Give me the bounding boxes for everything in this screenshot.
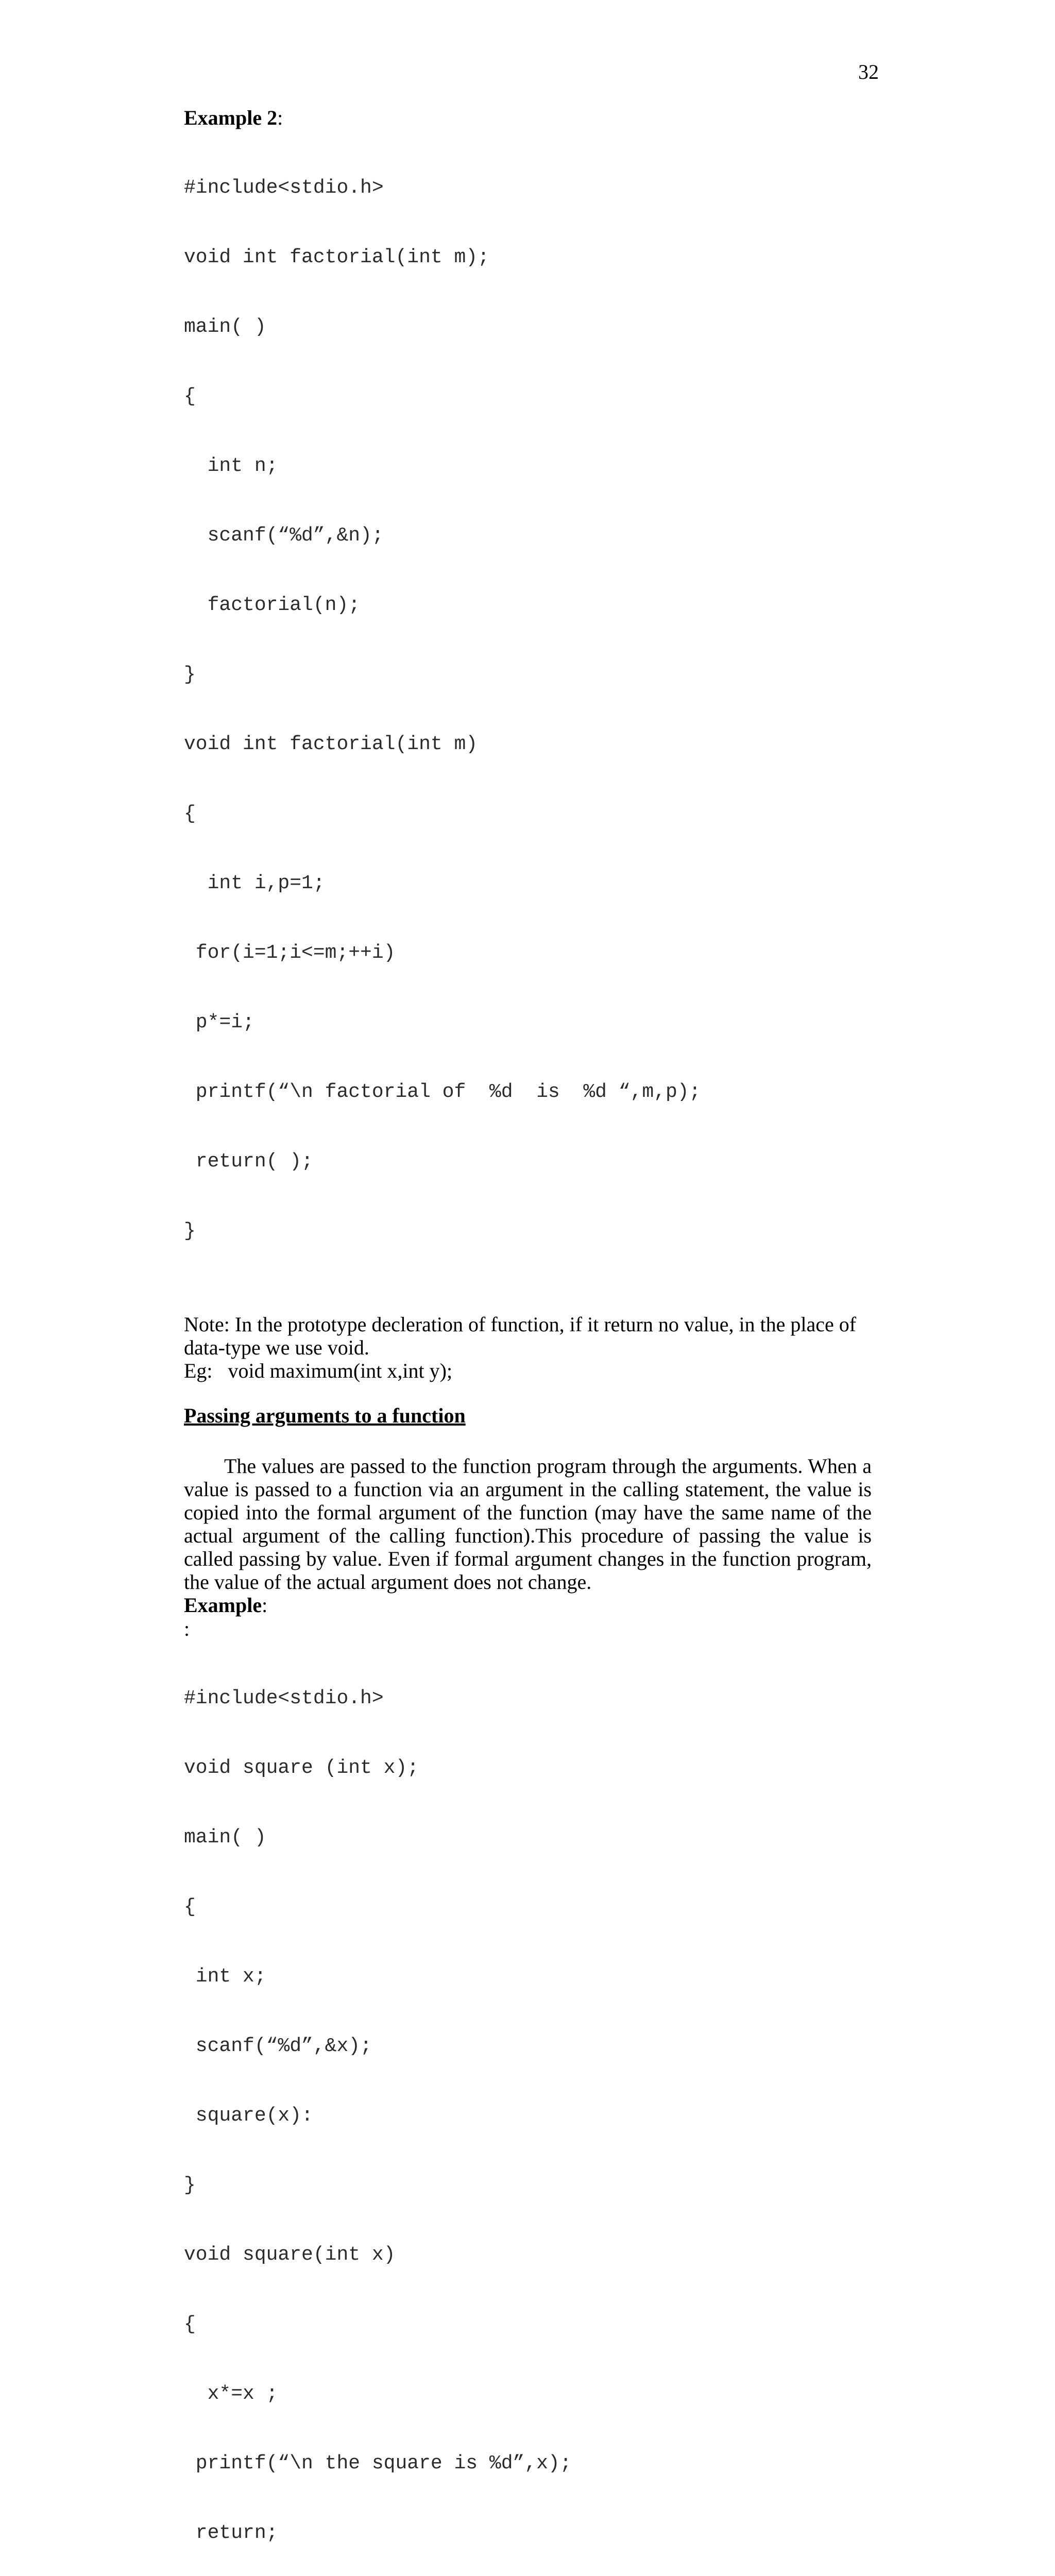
code-line: return; [184, 2522, 278, 2544]
code-line: scanf(“%d”,&n); [184, 524, 384, 547]
code-line: void square(int x) [184, 2244, 396, 2266]
code-line: printf(“\n factorial of %d is %d “,m,p); [184, 1081, 701, 1103]
code-line: factorial(n); [184, 594, 361, 616]
code-line: p*=i; [184, 1011, 254, 1033]
page-content [184, 106, 872, 2576]
code-line: void int factorial(int m) [184, 733, 478, 755]
code-line: } [184, 2174, 196, 2196]
code-line: main( ) [184, 316, 266, 338]
code-line: x*=x ; [184, 2383, 278, 2405]
note-line-2: data-type we use void. [184, 1336, 369, 1359]
example2-heading [184, 106, 872, 130]
example-code-block [184, 1640, 872, 2576]
code-line: int n; [184, 455, 278, 477]
code-line: square(x): [184, 2105, 313, 2127]
example2-heading-colon: : [277, 106, 283, 129]
example-heading-colon: : [262, 1594, 268, 1617]
note-example-line: Eg: void maximum(int x,int y); [184, 1359, 453, 1382]
code-line: return( ); [184, 1150, 313, 1173]
example-heading-text: Example [184, 1594, 262, 1617]
code-line: printf(“\n the square is %d”,x); [184, 2452, 572, 2475]
code-line: scanf(“%d”,&x); [184, 2035, 372, 2057]
code-line: int x; [184, 1965, 266, 1988]
code-line: void square (int x); [184, 1757, 419, 1779]
example2-heading-text: Example 2 [184, 106, 278, 129]
code-line: #include<stdio.h> [184, 177, 384, 199]
code-line: { [184, 1896, 196, 1918]
code-line: for(i=1;i<=m;++i) [184, 942, 396, 964]
page-number: 32 [858, 60, 879, 83]
note-line-1: Note: In the prototype decleration of function, if it return no value, in the place of [184, 1313, 857, 1336]
code-line: #include<stdio.h> [184, 1687, 384, 1709]
code-line: void int factorial(int m); [184, 246, 489, 268]
code-line: int i,p=1; [184, 872, 325, 894]
example2-code-block [184, 130, 872, 1289]
code-line: } [184, 664, 196, 686]
code-line: { [184, 385, 196, 408]
example-heading [184, 1594, 872, 1617]
section-title: Passing arguments to a function [184, 1404, 466, 1427]
code-line: { [184, 803, 196, 825]
code-line: main( ) [184, 1826, 266, 1849]
code-line: } [184, 1220, 196, 1242]
section-paragraph: The values are passed to the function program through the arguments. When a value is passed to a function via an argument in the calling statement, the value is copied into the formal argument of the function (may have the same name of the actual argument of the calling function).This procedure of passing the value is called passing by value. Even if formal argument changes in the function program, the value of the actual argument does not change. [184, 1454, 872, 1594]
code-line: { [184, 2313, 196, 2335]
example-colon-line: : [184, 1617, 190, 1640]
